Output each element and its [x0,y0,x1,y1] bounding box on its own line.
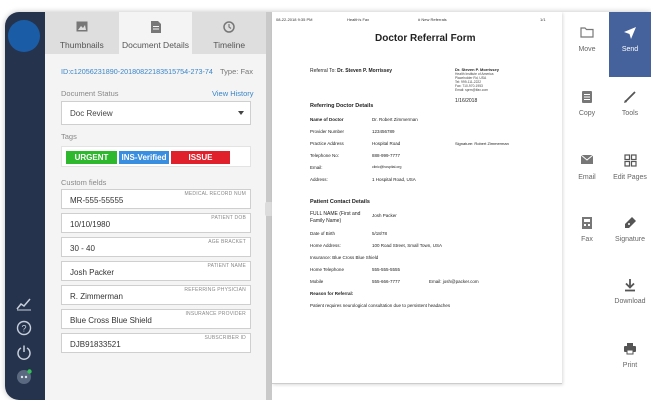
copy-icon [566,90,608,104]
signature-button[interactable] [609,216,651,243]
user-avatar-icon[interactable] [14,367,34,387]
field-label: PATIENT NAME [207,263,246,269]
panel-tabs [45,12,266,54]
type-value: Fax [240,67,253,76]
status-label: Document Status [61,89,119,98]
chevron-down-icon [238,111,244,115]
tag-urgent[interactable]: URGENT [66,151,117,164]
field-label: REFERRING PHYSICIAN [184,287,246,293]
envelope-icon [566,154,608,168]
reason-label: Reason for Referral: [310,291,354,296]
custom-fields-label: Custom fields [61,178,107,187]
print-button[interactable] [609,342,651,369]
letterhead-line: Fax: 710-970-1953 [455,84,483,89]
tag-issue[interactable]: ISSUE [171,151,230,164]
field-patient-dob[interactable] [61,213,251,233]
field-medical-record-num[interactable] [61,189,251,209]
send-icon [609,26,651,40]
reason-text: Patient requires neurological consultation due to persistent headaches [310,303,451,308]
download-icon [609,278,651,292]
field-patient-name[interactable] [61,261,251,281]
power-icon[interactable] [14,342,34,362]
edit-pages-label: Edit Pages [613,174,647,181]
field-label: AGE BRACKET [208,239,246,245]
pen-nib-icon [609,216,651,230]
status-value: Doc Review [70,109,113,118]
fax-header-folder: # New Referrals [418,17,447,22]
document-viewer[interactable] [272,12,566,400]
left-nav [5,12,45,400]
tags-label: Tags [61,132,77,141]
pat-row-value: 100 Road Street, Small Town, USA [372,243,442,248]
pat-row-label: Date of Birth [310,231,336,236]
field-label: INSURANCE PROVIDER [185,311,246,317]
field-label: PATIENT DOB [211,215,246,221]
doc-row-value: 888-999-7777 [372,153,401,158]
letterhead-line: Email: sprm@ifax.com [455,88,489,93]
grid-icon [609,154,651,168]
move-label: Move [578,46,596,53]
full-name-value: Josh Packer [372,213,397,218]
letterhead-line: Placeholder Rd, USA [455,76,487,81]
doc-row-label: Name of Doctor [310,117,344,122]
document-title: Doctor Referral Form [375,33,476,44]
tags-box[interactable] [61,146,251,167]
clock-icon [192,21,266,33]
field-value: MR-555-55555 [70,196,124,205]
printer-icon [609,342,651,356]
doc-row-label: Practice Address [310,141,344,146]
document-id: ID:c12056231890-20180822183515754-273-74 [61,67,213,76]
full-name-label: FULL NAME (First and Family Name) [310,211,361,224]
referral-to-name: Dr. Steven P. Morrissey [337,68,393,74]
document-date: 1/16/2018 [455,98,478,104]
field-subscriber-id[interactable] [61,333,251,353]
field-label: SUBSCRIBER ID [204,335,246,341]
view-history-link[interactable]: View History [212,89,254,98]
details-panel [45,12,266,400]
help-icon[interactable] [14,318,34,338]
field-insurance-provider[interactable] [61,309,251,329]
field-label: MEDICAL RECORD NUM [184,191,246,197]
field-value: 30 - 40 [70,244,95,253]
signature-line: Signature: Robert Zimmerman [455,141,509,146]
field-value: Blue Cross Blue Shield [70,316,152,325]
field-value: Josh Packer [70,268,115,277]
referral-to-label: Referral To: [310,68,336,74]
section-referring-doctor: Referring Doctor Details [310,103,374,109]
section-patient-contact: Patient Contact Details [310,199,370,205]
letterhead-line: Tel: 999-111-2222 [455,80,482,85]
signature-label: Signature [615,236,645,243]
image-icon [45,21,119,33]
fax-icon [566,216,608,230]
doc-row-value: Hospital Road [372,141,401,146]
field-value: R. Zimmerman [70,292,123,301]
tab-label: Document Details [121,40,190,50]
fax-header-page: 1/1 [540,17,546,22]
app-window [5,12,651,400]
pat-row-label: Home Address: [310,243,341,248]
document-page [272,12,562,384]
field-age-bracket[interactable] [61,237,251,257]
referral-to [310,68,392,74]
letterhead-name: Dr. Steven P. Morrissey [455,67,499,72]
doc-row-value: clinic@hospital.org [372,165,402,169]
fax-label: Fax [581,236,593,243]
letterhead-line: Health Institute of America [455,72,494,76]
logo[interactable] [8,20,40,52]
tab-document-details[interactable] [119,12,193,54]
folder-icon [566,26,608,40]
email-label: Email [578,174,596,181]
fax-header-sender: Health's Fax [347,17,370,22]
email-button[interactable] [566,154,608,181]
copy-button[interactable] [566,90,608,117]
download-button[interactable] [609,278,651,305]
doc-row-value: 123456789 [372,129,395,134]
home-telephone-value: 555-555-5555 [372,267,401,272]
document-type [220,67,253,76]
tools-button[interactable] [609,90,651,117]
doc-row-label: Telephone No: [310,153,340,158]
fax-button[interactable] [566,216,608,243]
doc-row-label: Email: [310,165,323,170]
download-label: Download [614,298,646,305]
mobile-value: 555-666-7777 [372,279,401,284]
insurance-line: Insurance: Blue Cross Blue Shield [310,255,379,260]
doc-row-label: Address: [310,177,328,182]
type-label: Type: [220,67,239,76]
tab-timeline[interactable] [192,12,266,54]
field-value: DJB91833521 [70,340,121,349]
edit-pages-button[interactable] [609,154,651,181]
field-referring-physician[interactable] [61,285,251,305]
fax-header-date: 08-22-2018 9:35 PM [276,17,313,22]
tab-label: Thumbnails [59,40,104,50]
status-select[interactable] [61,101,251,125]
print-label: Print [622,362,638,369]
doc-row-label: Provider Number [310,129,345,134]
doc-row-value: Dr. Robert Zimmerman [372,117,418,122]
copy-label: Copy [578,110,596,117]
field-value: 10/10/1980 [70,220,111,229]
pat-row-value: 5/18/78 [372,231,388,236]
tab-label: Timeline [213,40,246,50]
send-content [609,26,651,53]
patient-email: Email: josh@packer.com [429,279,479,284]
tag-ins-verified[interactable]: INS-Verified [119,151,169,164]
home-telephone-label: Home Telephone [310,267,344,272]
svg-text:?: ? [21,323,27,334]
send-label: Send [621,46,639,53]
pencil-icon [609,90,651,104]
letterhead-address [455,72,493,92]
doc-row-value: 1 Hospital Road, USA [372,177,416,182]
move-button[interactable] [566,26,608,53]
tab-thumbnails[interactable] [45,12,119,54]
analytics-icon[interactable] [14,294,34,314]
action-bar [566,12,651,400]
document-icon [119,21,193,33]
mobile-label: Mobile [310,279,324,284]
send-button[interactable] [609,12,651,77]
tools-label: Tools [621,110,639,117]
